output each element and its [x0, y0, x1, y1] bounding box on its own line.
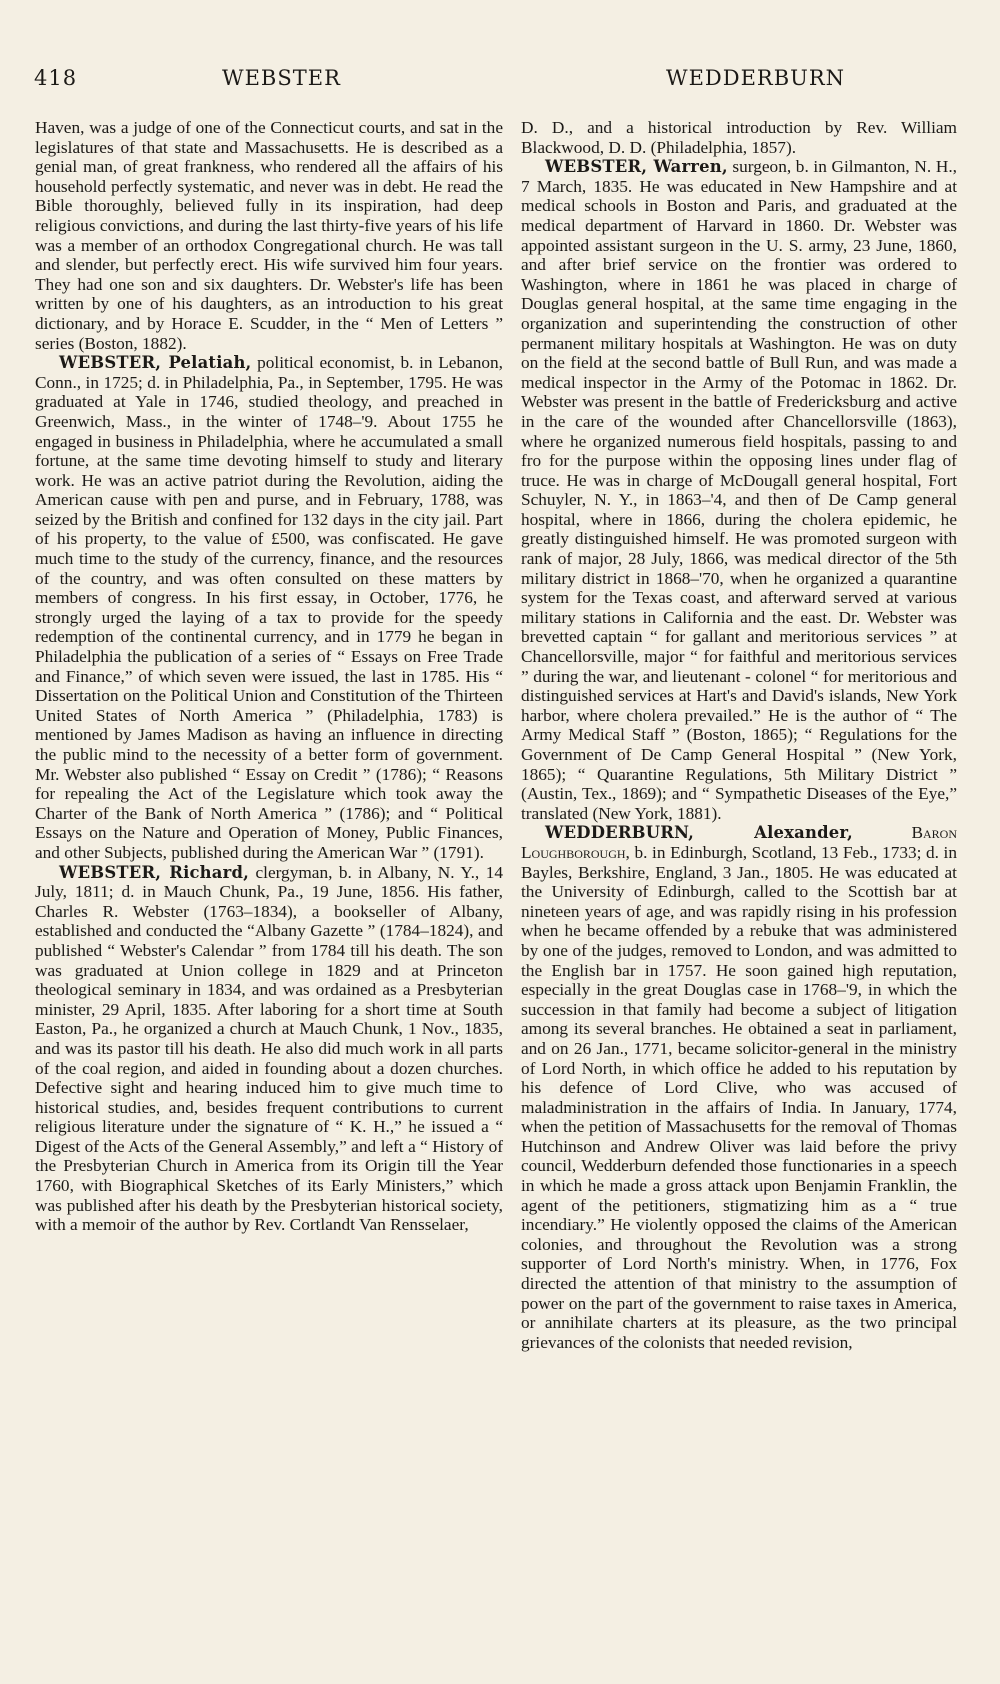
entry-webster-richard [35, 863, 503, 1235]
entry-text: political economist, b. in Lebanon, Conn., in 1725; d. in Philadelphia, Pa., in September, 1795. He was graduated at Yale in 1746, studied theology, and preached in Greenwich, Mass., in the winter of 1748–'9. About 1755 he engaged in business in Philadelphia, where he accumulated a small fortune, at the same time devoting himself to study and literary work. He was an active patriot during the Revolution, aiding the American cause with pen and purse, and in February, 1788, was seized by the British and confined for 132 days in the city jail. Part of his property, to the value of £500, was confiscated. He gave much time to the study of the currency, finance, and the resources of the country, and was often consulted on these matters by members of congress. In his first essay, in October, 1776, he strongly urged the laying of a tax to provide for the speedy redemption of the continental currency, and in 1779 he began in Philadelphia the publication of a series of “ Essays on Free Trade and Finance,” of which seven were issued, the last in 1785. His “ Dissertation on the Political Union and Constitution of the Thirteen United States of North America ” (Philadelphia, 1783) is mentioned by James Madison as having an influence in directing the public mind to the necessity of a better form of government. Mr. Webster also published “ Essay on Credit ” (1786); “ Reasons for repealing the Act of the Legislature which took away the Charter of the Bank of North America ” (1786); and “ Political Essays on the Nature and Operation of Money, Public Finances, and other Subjects, published during the American War ” (1791). [35, 353, 503, 862]
entry-headword: WEBSTER, Pelatiah, [59, 353, 252, 373]
entry-webster-warren [521, 157, 957, 823]
running-head [0, 66, 1000, 96]
paragraph-text: Haven, was a judge of one of the Connecticut courts, and sat in the legislatures of that state and Massachusetts. He is described as a genial man, of great frankness, who rendered all the affairs of his household perfectly systematic, and never was in debt. He read the Bible thoroughly, believed fully in its inspiration, had deep religious convictions, and during the last thirty-five years of his life was a member of an orthodox Congregational church. He was tall and slender, but perfectly erect. His wife survived him four years. They had one son and six daughters. Dr. Webster's life has been written by one of his daughters, as an introduction to his great dictionary, and by Horace E. Scudder, in the “ Men of Letters ” series (Boston, 1882). [35, 118, 503, 353]
entry-continuation [35, 118, 503, 353]
entry-continuation [521, 118, 957, 157]
paragraph-text: D. D., and a historical introduction by Rev. William Blackwood, D. D. (Philadelphia, 1857). [521, 118, 957, 157]
entry-headword: WEDDERBURN, Alexander, [545, 823, 853, 843]
left-column [35, 118, 503, 1658]
entry-webster-pelatiah [35, 353, 503, 862]
right-running-title: WEDDERBURN [666, 66, 846, 90]
entry-wedderburn-alexander [521, 823, 957, 1352]
left-running-title: WEBSTER [222, 66, 341, 90]
entry-headword: WEBSTER, Warren, [545, 157, 728, 177]
entry-title: Baron Loughborough, [521, 823, 957, 862]
entry-text: b. in Edinburgh, Scotland, 13 Feb., 1733; d. in Bayles, Berkshire, England, 3 Jan., 1805. He was educated at the University of Edinburgh, called to the Scottish bar at nineteen years of age, and was rapidly rising in his profession when he became offended by a rebuke that was administered by one of the judges, removed to London, and was admitted to the English bar in 1757. He soon gained high reputation, especially in the great Douglas case in 1768–'9, in which the succession in that family had become a subject of litigation among its several branches. He obtained a seat in parliament, and on 26 Jan., 1771, became solicitor-general in the ministry of Lord North, in which office he added to his reputation by his defence of Lord Clive, who was accused of maladministration in the affairs of India. In January, 1774, when the petition of Massachusetts for the removal of Thomas Hutchinson and Andrew Oliver was laid before the privy council, Wedderburn defended those functionaries in a speech in which he made a gross attack upon Benjamin Franklin, the agent of the petitioners, stigmatizing him as a “ true incendiary.” He violently opposed the claims of the American colonies, and throughout the Revolution was a strong supporter of Lord North's ministry. When, in 1776, Fox directed the attention of that ministry to the assumption of power on the part of the government to raise taxes in America, or annihilate charters at its pleasure, as the two principal grievances of the colonists that needed revision, [521, 842, 957, 1352]
entry-headword: WEBSTER, Richard, [59, 862, 250, 882]
right-column [521, 118, 957, 1658]
entry-text: clergyman, b. in Albany, N. Y., 14 July, 1811; d. in Mauch Chunk, Pa., 19 June, 1856. His father, Charles R. Webster (1763–1834), a bookseller of Albany, established and conducted the “Albany Gazette ” (1784–1824), and published “ Webster's Calendar ” from 1784 till his death. The son was graduated at Union college in 1829 and at Princeton theological seminary in 1834, and was ordained as a Presbyterian minister, 29 April, 1835. After laboring for a short time at South Easton, Pa., he organized a church at Mauch Chunk, 1 Nov., 1835, and was its pastor till his death. He also did much work in all parts of the coal region, and aided in founding about a dozen churches. Defective sight and hearing induced him to give much time to historical studies, and, besides frequent contributions to current religious literature under the signature of “ K. H.,” he issued a “ Digest of the Acts of the General Assembly,” and left a “ History of the Presbyterian Church in America from its Origin till the Year 1760, with Biographical Sketches of its Early Ministers,” which was published after his death by the Presbyterian historical society, with a memoir of the author by Rev. Cortlandt Van Rensselaer, [35, 862, 503, 1235]
page-number: 418 [34, 66, 78, 90]
entry-text: surgeon, b. in Gilmanton, N. H., 7 March, 1835. He was educated in New Hampshire and at medical schools in Boston and Paris, and graduated at the medical department of Harvard in 1860. Dr. Webster was appointed assistant surgeon in the U. S. army, 23 June, 1860, and after brief service on the frontier was ordered to Washington, where in 1861 he was placed in charge of Douglas general hospital, at the same time engaging in the organization and superintending the construction of other permanent military hospitals at Washington. He was on duty on the field at the second battle of Bull Run, and was made a medical inspector in the Army of the Potomac in 1862. Dr. Webster was present in the battle of Fredericksburg and active in the care of the wounded after Chancellorsville (1863), where he organized numerous field hospitals, passing to and fro for the purpose within the opposing lines under flag of truce. He was in charge of McDougall general hospital, Fort Schuyler, N. Y., in 1863–'4, and then of De Camp general hospital, where in 1866, during the cholera epidemic, he greatly distinguished himself. He was promoted surgeon with rank of major, 28 July, 1866, was medical director of the 5th military district in 1868–'70, when he organized a quarantine system for the Texas coast, and afterward served at various military stations in California and the east. Dr. Webster was brevetted captain “ for gallant and meritorious services ” at Chancellorsville, major “ for faithful and meritorious services ” during the war, and lieutenant - colonel “ for meritorious and distinguished services at Hart's and David's islands, New York harbor, where cholera prevailed.” He is the author of “ The Army Medical Staff ” (Boston, 1865); “ Regulations for the Government of De Camp General Hospital ” (New York, 1865); “ Quarantine Regulations, 5th Military District ” (Austin, Tex., 1869); and “ Sympathetic Diseases of the Eye,” translated (New York, 1881). [521, 157, 957, 823]
